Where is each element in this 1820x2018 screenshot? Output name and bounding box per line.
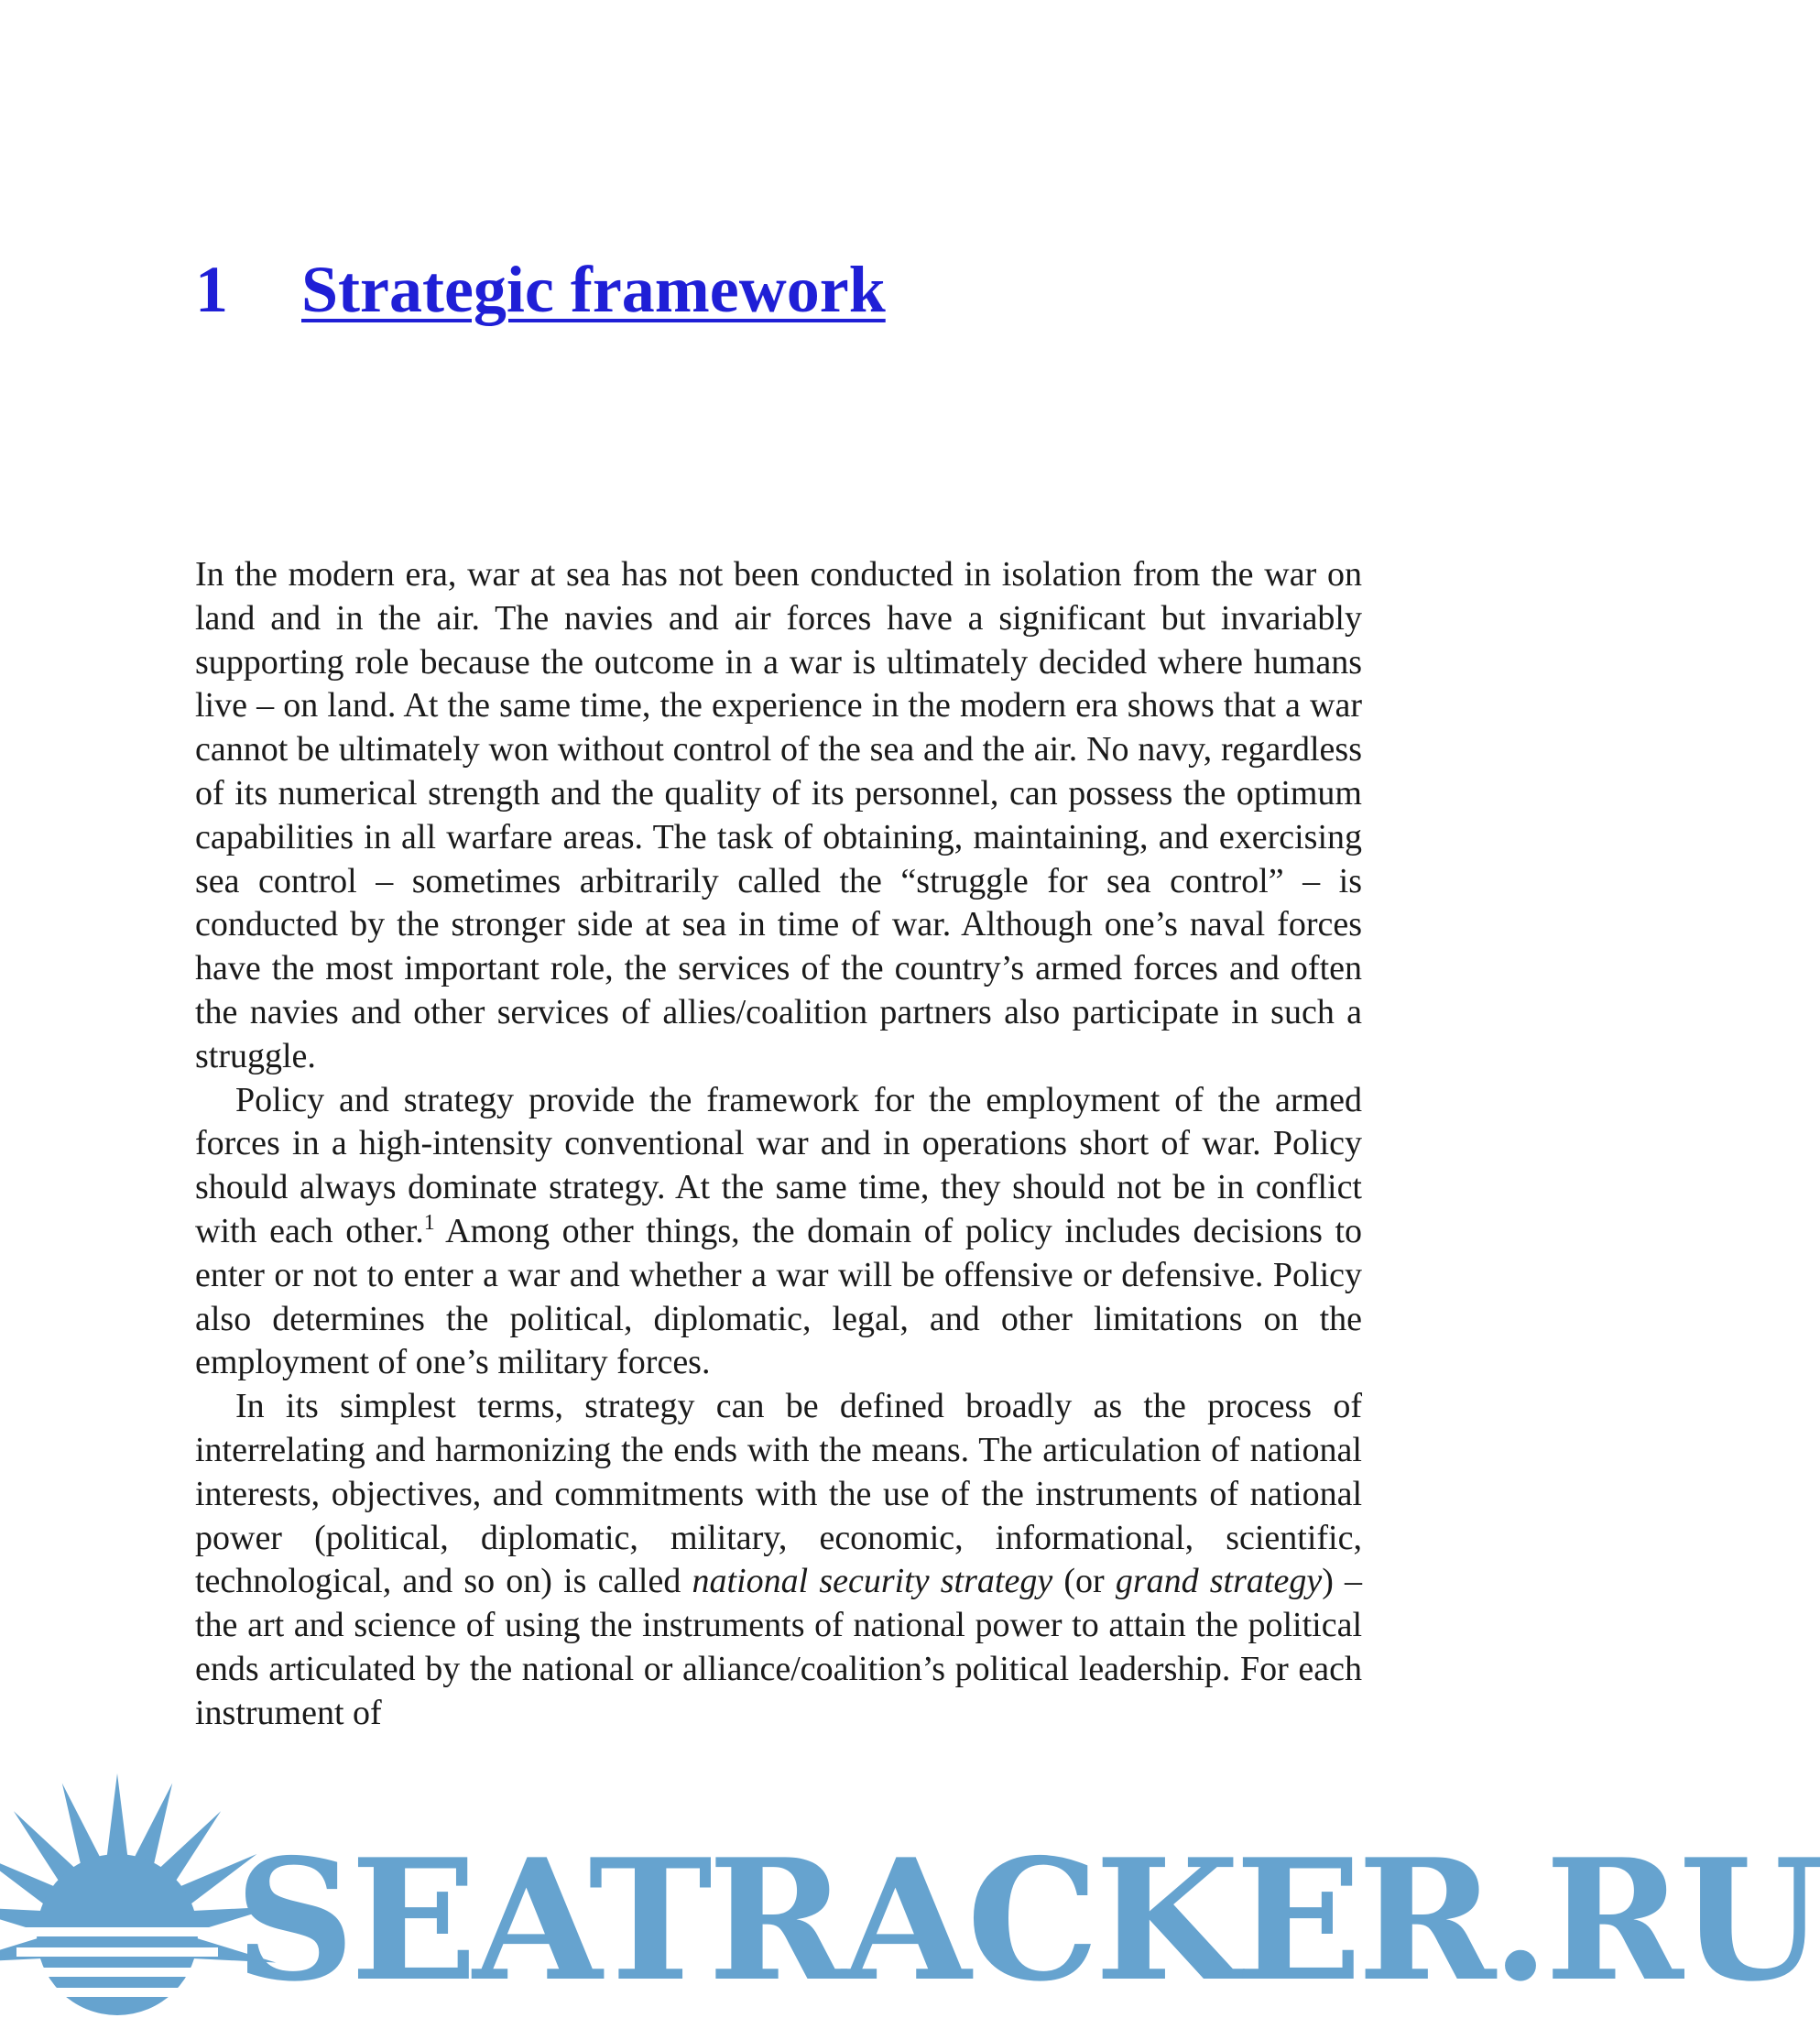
paragraph-2-text-a: Policy and strategy provide the framework for the employment of the armed forces in a high-intensity conventional war and in operations short of war. Policy should always dominate strategy. At the same time, they should not be in conflict with each other. bbox=[195, 1080, 1362, 1250]
paragraph-1: In the modern era, war at sea has not been conducted in isolation from the war on land and in the air. The navies and air forces have a significant but invariably supporting role because the outcome in a war is ultimately decided where humans live – on land. At the same time, the experience in the modern era shows that a war cannot be ultimately won without control of the sea and the air. No navy, regardless of its numerical strength and the quality of its personnel, can possess the optimum capabilities in all warfare areas. The task of obtaining, maintaining, and exercising sea control – sometimes arbitrarily called the “struggle for sea control” – is conducted by the stronger side at sea in time of war. Although one’s naval forces have the most important role, the services of the country’s armed forces and often the navies and other services of allies/coalition partners also participate in such a struggle. bbox=[195, 555, 1362, 1075]
body-text bbox=[195, 553, 1362, 1736]
chapter-number: 1 bbox=[195, 253, 228, 326]
watermark-text: SEATRACKER.RU bbox=[234, 1822, 1820, 2018]
paragraph-2 bbox=[195, 1079, 1362, 1386]
chapter-title: Strategic framework bbox=[301, 253, 886, 326]
paragraph-3-text-a: In its simplest terms, strategy can be defined broadly as the process of interrelating and harmonizing the ends with the means. The articulation of national interests, objectives, and commitments with the use of the instruments of national power (political, diplomatic, military, economic, informational, scientific, technological, and so on) is called bbox=[195, 1387, 1362, 1601]
footnote-marker-1[interactable]: 1 bbox=[423, 1210, 435, 1235]
paragraph-3-text-b: (or bbox=[1052, 1562, 1116, 1601]
paragraph-3-text-c: ) – the art and science of using the instruments of national power to attain the political ends articulated by the national or alliance/coalition’s political leadership. For each instrument of bbox=[195, 1562, 1363, 1732]
paragraph-3 bbox=[195, 1385, 1362, 1735]
chapter-link[interactable] bbox=[195, 253, 886, 326]
chapter-heading[interactable] bbox=[195, 253, 886, 326]
paragraph-2-text-b: Among other things, the domain of policy includes decisions to enter or not to enter a war and whether a war will be offensive or defensive. Policy also determines the political, diplomatic, legal, and other limitations on the employment of one’s military forces. bbox=[195, 1211, 1363, 1382]
term-national-security-strategy: national security strategy bbox=[692, 1562, 1053, 1601]
term-grand-strategy: grand strategy bbox=[1115, 1562, 1323, 1601]
